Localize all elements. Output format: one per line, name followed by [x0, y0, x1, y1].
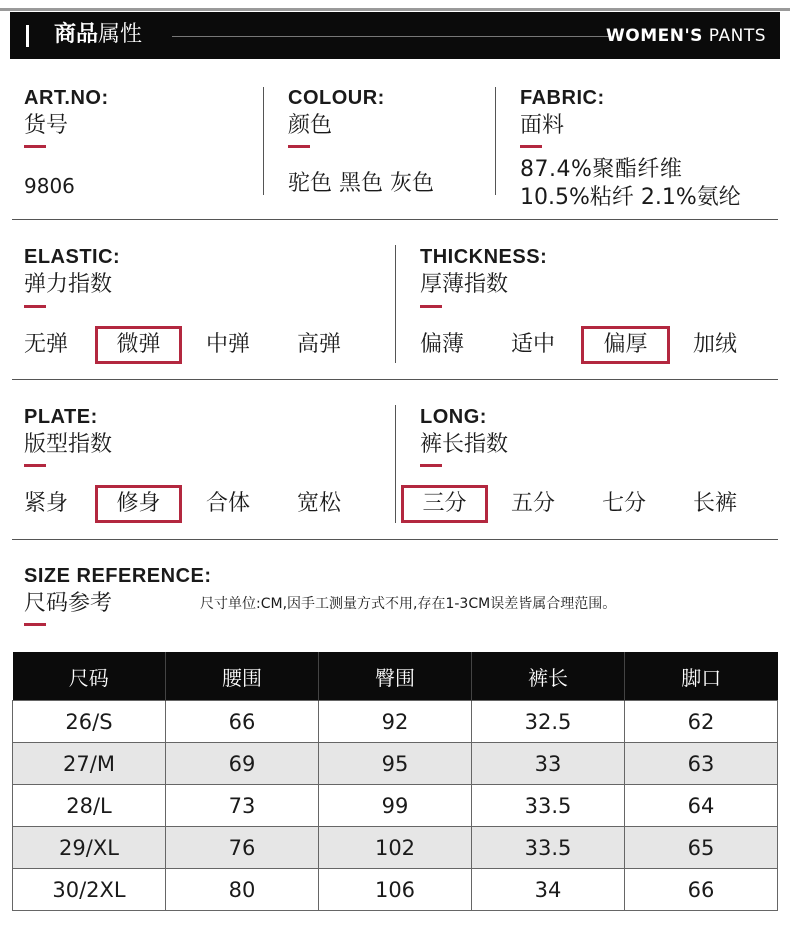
table-row	[13, 869, 778, 911]
table-cell: 69	[166, 743, 319, 785]
column-divider	[495, 87, 496, 195]
column-divider	[395, 405, 396, 523]
table-header: 尺码	[13, 652, 166, 701]
table-cell: 34	[472, 869, 625, 911]
elastic-option-medium: 中弹	[206, 332, 251, 357]
table-cell: 29/XL	[13, 827, 166, 869]
table-cell: 76	[166, 827, 319, 869]
long-option-three-selected: 三分	[401, 485, 488, 523]
header-rule	[172, 36, 612, 37]
long-accent	[420, 464, 442, 467]
table-cell: 66	[625, 869, 778, 911]
elastic-accent	[24, 305, 46, 308]
colour-value: 驼色 黑色 灰色	[288, 171, 434, 196]
table-cell: 32.5	[472, 701, 625, 743]
fabric-line-1: 87.4%聚酯纤维	[520, 157, 683, 182]
plate-label-cn: 版型指数	[24, 432, 113, 457]
long-option-long: 长裤	[693, 491, 738, 516]
table-header: 裤长	[472, 652, 625, 701]
size-ref-accent	[24, 623, 46, 626]
art-no-value: 9806	[24, 174, 75, 198]
table-cell: 92	[319, 701, 472, 743]
art-no-label-en: ART.NO:	[24, 87, 109, 109]
table-cell: 65	[625, 827, 778, 869]
table-cell: 99	[319, 785, 472, 827]
art-no-label-cn: 货号	[24, 113, 69, 138]
thickness-label-en: THICKNESS:	[420, 246, 548, 268]
table-cell: 26/S	[13, 701, 166, 743]
table-cell: 102	[319, 827, 472, 869]
table-cell: 62	[625, 701, 778, 743]
plate-label-en: PLATE:	[24, 406, 98, 428]
table-cell: 64	[625, 785, 778, 827]
column-divider	[395, 245, 396, 363]
table-row	[13, 743, 778, 785]
table-row	[13, 827, 778, 869]
table-row	[13, 785, 778, 827]
column-divider	[263, 87, 264, 195]
art-no-accent	[24, 145, 46, 148]
fabric-line-2: 10.5%粘纤 2.1%氨纶	[520, 185, 741, 210]
plate-option-tight: 紧身	[24, 491, 69, 516]
table-cell: 80	[166, 869, 319, 911]
table-cell: 73	[166, 785, 319, 827]
thickness-option-thin: 偏薄	[420, 332, 465, 357]
colour-label-cn: 颜色	[288, 113, 333, 138]
header-accent-bar	[26, 25, 29, 47]
table-cell: 27/M	[13, 743, 166, 785]
table-cell: 106	[319, 869, 472, 911]
fabric-accent	[520, 145, 542, 148]
elastic-label-en: ELASTIC:	[24, 246, 121, 268]
table-cell: 63	[625, 743, 778, 785]
header-title: 商品属性	[54, 22, 143, 47]
elastic-option-high: 高弹	[297, 332, 342, 357]
section-header	[10, 12, 780, 59]
size-ref-note: 尺寸单位:CM,因手工测量方式不用,存在1-3CM误差皆属合理范围。	[200, 596, 617, 612]
size-table	[12, 652, 778, 911]
row-divider	[12, 219, 778, 220]
long-label-en: LONG:	[420, 406, 487, 428]
plate-option-fit: 合体	[206, 491, 251, 516]
thickness-accent	[420, 305, 442, 308]
table-cell: 66	[166, 701, 319, 743]
thickness-option-fleece: 加绒	[693, 332, 738, 357]
long-option-seven: 七分	[602, 491, 647, 516]
row-divider	[12, 379, 778, 380]
colour-label-en: COLOUR:	[288, 87, 385, 109]
colour-accent	[288, 145, 310, 148]
table-header: 腰围	[166, 652, 319, 701]
fabric-label-en: FABRIC:	[520, 87, 605, 109]
table-cell: 30/2XL	[13, 869, 166, 911]
row-divider	[12, 539, 778, 540]
elastic-label-cn: 弹力指数	[24, 272, 113, 297]
table-cell: 33.5	[472, 827, 625, 869]
size-ref-label-en: SIZE REFERENCE:	[24, 565, 212, 587]
plate-accent	[24, 464, 46, 467]
table-cell: 28/L	[13, 785, 166, 827]
long-option-five: 五分	[511, 491, 556, 516]
table-header-row	[13, 652, 778, 701]
table-cell: 95	[319, 743, 472, 785]
elastic-option-slight-selected: 微弹	[95, 326, 182, 364]
thickness-option-medium: 适中	[511, 332, 556, 357]
header-subtitle: WOMEN'S PANTS	[605, 26, 766, 46]
thickness-label-cn: 厚薄指数	[420, 272, 509, 297]
size-ref-label-cn: 尺码参考	[24, 591, 113, 616]
table-header: 脚口	[625, 652, 778, 701]
plate-option-loose: 宽松	[297, 491, 342, 516]
table-cell: 33.5	[472, 785, 625, 827]
plate-option-slim-selected: 修身	[95, 485, 182, 523]
table-row	[13, 701, 778, 743]
top-divider	[0, 8, 790, 11]
long-label-cn: 裤长指数	[420, 432, 509, 457]
table-cell: 33	[472, 743, 625, 785]
elastic-option-none: 无弹	[24, 332, 69, 357]
thickness-option-thick-selected: 偏厚	[581, 326, 670, 364]
table-header: 臀围	[319, 652, 472, 701]
fabric-label-cn: 面料	[520, 113, 565, 138]
